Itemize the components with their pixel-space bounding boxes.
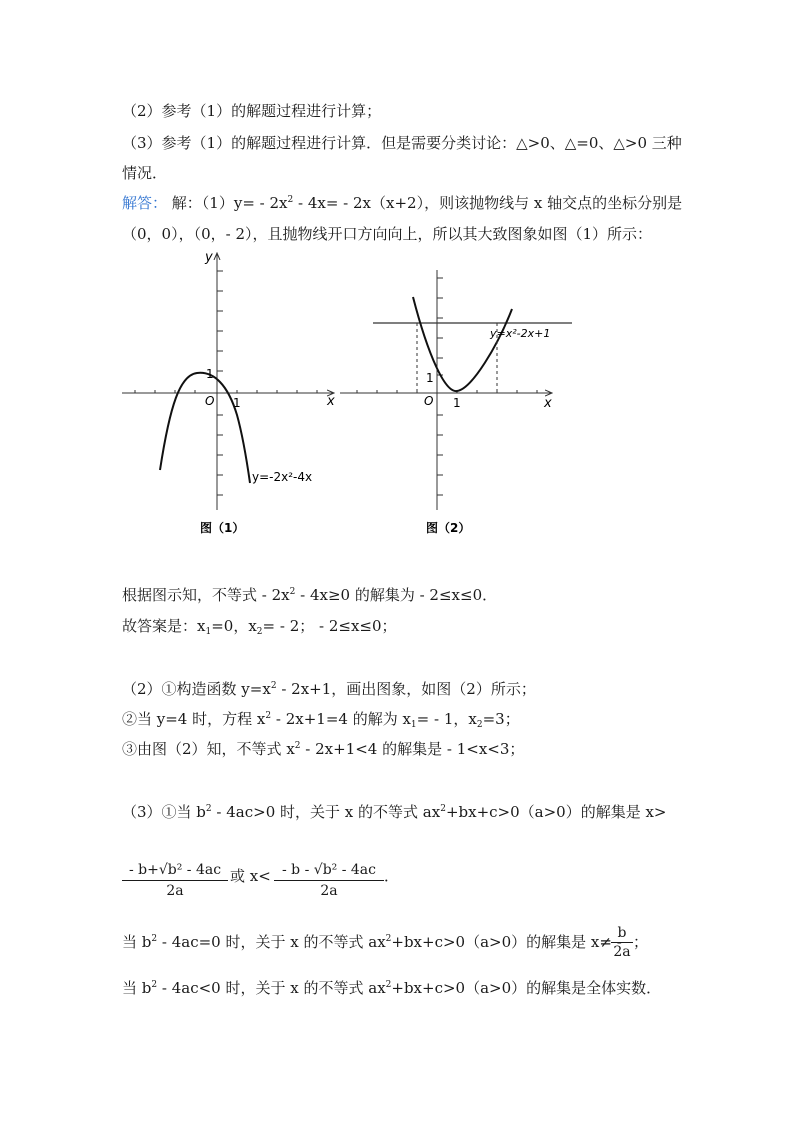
line-3: 情况． xyxy=(122,164,168,182)
fraction-3: $\frac{b}{2a}$ xyxy=(611,925,633,960)
line-1: （2）参考（1）的解题过程进行计算； xyxy=(122,102,382,120)
figure-graphs xyxy=(0,245,800,555)
answer-label: 解答： xyxy=(122,194,168,212)
figure-1 xyxy=(122,250,335,535)
line-13-end: ； xyxy=(633,933,649,951)
line-6: 根据图示知，不等式 - $2x^2 - 4x\ge 0$ 的解集为 - 2≤x≤0． xyxy=(122,586,498,604)
fraction-2: $\frac{\text{- b - √b² - 4ac}}{2a}$ xyxy=(274,862,384,899)
line-7: 故答案是：$x_1=0$，$x_2= - 2$； - 2≤x≤0； xyxy=(122,617,397,637)
fig1-x-label: x xyxy=(327,394,335,409)
figure-2 xyxy=(340,270,572,535)
line-answer: 解答： 解：$(1)y= - 2x^2 - 4x= - 2x(x+2)$，则该抛物线与 x 轴交点的坐标分别是 xyxy=(122,194,683,212)
fig1-tick-x-1: 1 xyxy=(233,396,241,410)
fig2-curve-label: y=x²-2x+1 xyxy=(490,327,551,340)
line-2: （3）参考（1）的解题过程进行计算．但是需要分类讨论：△>0、△=0、△>0 三种 xyxy=(122,134,682,152)
fig2-tick-y-1: 1 xyxy=(426,371,434,385)
fraction-or: 或 x< xyxy=(230,867,271,885)
fig1-y-label: y xyxy=(205,250,213,265)
line-8: （2）①构造函数 $y=x^2 - 2x+1$，画出图象，如图（2）所示； xyxy=(122,680,536,698)
line-14: 当 $b^2 - 4ac<0$ 时，关于 x 的不等式 $ax^2+bx+c>0(a>0)$的解集是全体实数． xyxy=(122,979,662,997)
fig2-caption: 图（2） xyxy=(426,521,471,535)
line-13: 当 $b^2 - 4ac=0$ 时，关于 x 的不等式 $ax^2+bx+c>0(a>0)$的解集是 x≠ - xyxy=(122,933,622,951)
fig1-caption: 图（1） xyxy=(200,521,245,535)
fig2-x-label: x xyxy=(544,396,552,411)
fig1-origin: O xyxy=(205,394,215,408)
fraction-end: ． xyxy=(384,867,400,885)
fig2-origin: O xyxy=(424,394,434,408)
fig1-tick-y-1: 1 xyxy=(206,367,214,381)
fig1-curve-label: y=-2x²-4x xyxy=(252,470,313,484)
fig1-parabola xyxy=(160,373,250,483)
line-11: （3）①当 $b^2 - 4ac>0$ 时，关于 x 的不等式 $ax^2+bx+c>0(a>0)$的解集是 x> xyxy=(122,803,667,821)
line-9: ②当 y=4 时，方程 $x^2 - 2x+1=4$ 的解为 $x_1= - 1$，$x_2=3$； xyxy=(122,710,520,730)
fraction-1: $\frac{\text{- b+√b² - 4ac}}{2a}$ xyxy=(122,862,228,899)
line-10: ③由图（2）知，不等式 $x^2 - 2x+1<4$ 的解集是 - 1<x<3； xyxy=(122,740,525,758)
fig2-tick-x-1: 1 xyxy=(453,396,461,410)
line-5: （0，0），（0，- 2），且抛物线开口方向向上，所以其大致图象如图（1）所示： xyxy=(122,225,653,243)
